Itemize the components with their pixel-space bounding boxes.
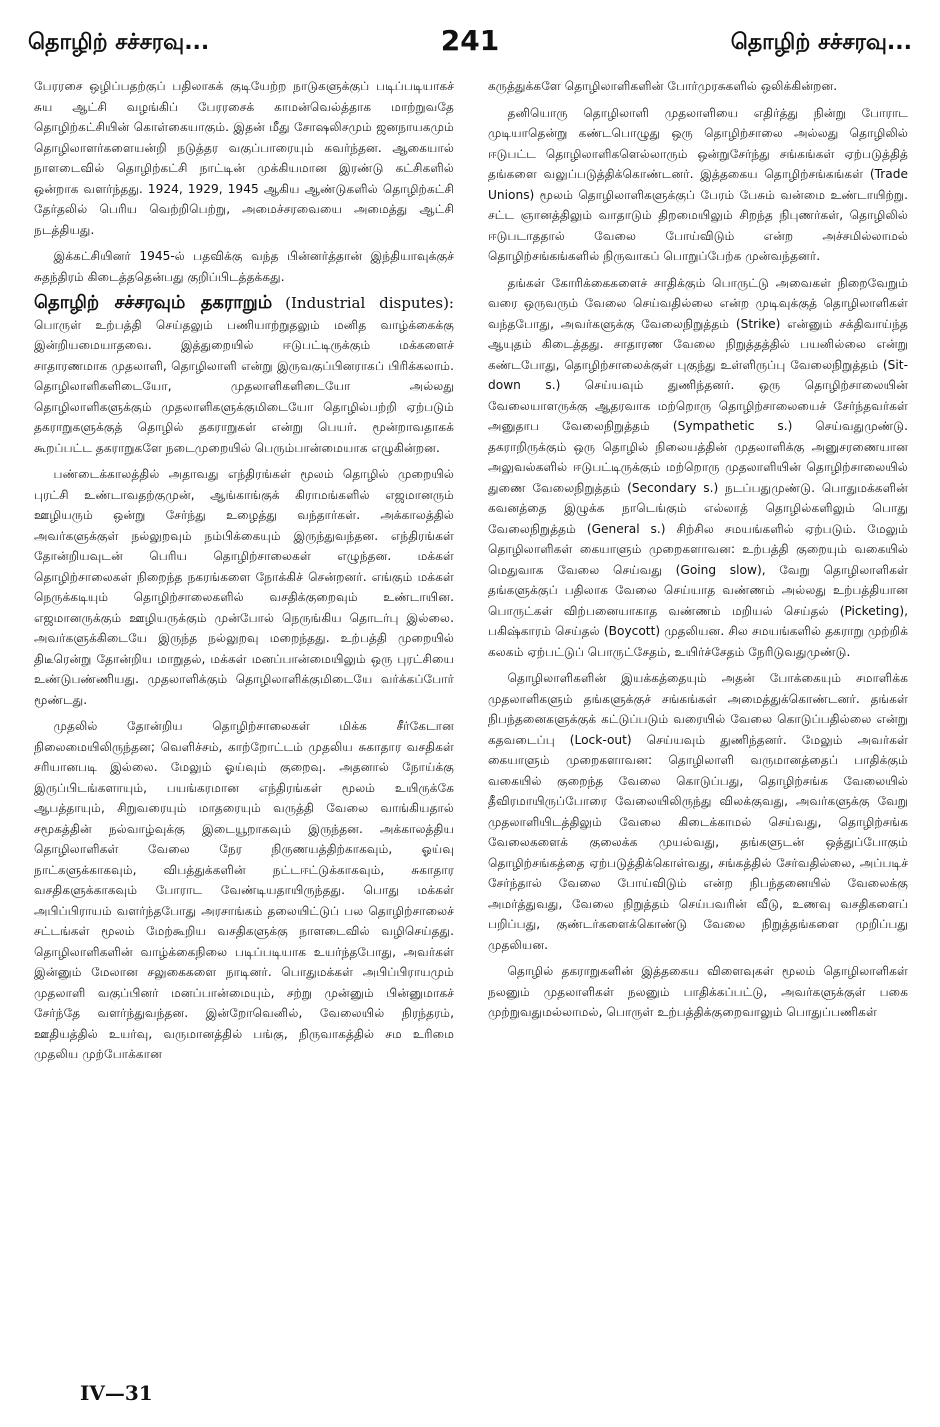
page-header — [28, 24, 912, 64]
right-paragraph-4: தொழிலாளிகளின் இயக்கத்தையும் அதன் போக்கையும் சமாளிக்க முதலாளிகளும் தங்களுக்குச் சங்கங்கள் அமைத்துக்கொண்டனர். தங்கள் நிபந்தனைகளுக்குக் கட்டுப்படும் வரையில் வேலை கொடுப்பதில்லை என்று கதவடைப்பு (Lock-out) செய்யவும் துணிந்தனர். மேலும் அவர்கள் கையாளும் முறைகளாவன: தொழிலாளி வருமானத்தைப் பாதிக்கும் வகையில் குறைந்த வேலை கொடுப்பது, தொழிற்சங்க வேலையில் தீவிரமாயிருப்போரை வேலையிலிருந்து விலக்குவது, அவர்களுக்கு வேறு முதலாளியிடத்திலும் வேலை கிடைக்காமல் செய்வது, தொழிற்சங்க வேலைகளைக் குலைக்க முயல்வது, தங்களுடன் ஒத்துப்போகும் தொழிற்சங்கத்தை ஏற்படுத்திக்கொள்வது, சங்கத்தில் சேர்வதில்லை, அப்படிச் சேர்ந்தால் வேலை போய்விடும் என்ற நிபந்தனையில் வேலைக்கு அமர்த்துவது, வேலை நிறுத்தம் செய்பவரின் வீடு, உணவு வசதிகளைப் பறிப்பது, குண்டர்களைக்கொண்டு வேலை நிறுத்தங்களை முறிப்பது முதலியன. — [488, 671, 908, 952]
section-heading-english: (Industrial disputes): — [285, 294, 454, 312]
running-head-right: தொழிற் சச்சரவு... — [730, 30, 912, 55]
running-head-left: தொழிற் சச்சரவு... — [28, 30, 210, 55]
right-paragraph-2: தனியொரு தொழிலாளி முதலாளியை எதிர்த்து நின்று போராட முடியாதென்று கண்டபொழுது ஒரு தொழிற்சாலை அல்லது தொழிலில் ஈடுபட்ட தொழிலாளிகளெல்லாரும் ஒன்றுசேர்ந்து சங்கங்கள் ஏற்படுத்தித் தங்களை வலுப்படுத்திக்கொண்டனர். இத்தகைய தொழிற்சங்கங்கள் (Trade Unions) மூலம் தொழிலாளிகளுக்குப் பேரம் பேசும் வன்மை உண்டாயிற்று. சட்ட ஞானத்திலும் வாதாடும் திறமையிலும் சிறந்த நிபுணர்கள், தொழிலில் ஈடுபடாததால் வேலை போய்விடும் என்ற அச்சமில்லாமல் தொழிற்சங்கங்களில் நிருவாகப் பொறுப்பேற்க முன்வந்தனர். — [488, 105, 908, 263]
section-paragraph — [34, 293, 454, 458]
section-body: பொருள் உற்பத்தி செய்தலும் பணியாற்றுதலும் மனித வாழ்க்கைக்கு இன்றியமையாதவை. இத்துறையில் ஈடுபட்டிருக்கும் மக்களைச் சாதாரணமாக முதலாளி, தொழிலாளி என்று இருவகுப்பினராகப் பிரிக்கலாம். தொழிலாளிகளிடையோ, முதலாளிகளிடையோ அல்லது தொழிலாளிகளுக்கும் முதலாளிகளுக்குமிடையோ தொழில்பற்றி ஏற்படும் தகராறுகளுக்குத் தொழில் தகராறுகள் என்று பெயர். மூன்றாவதாகக் கூறப்பட்ட தகராறுகளே நடைமுறையில் பெரும்பான்மையாக எழுகின்றன. — [34, 317, 454, 455]
volume-page-footer: IV—31 — [80, 1381, 153, 1405]
left-paragraph-2: இக்கட்சியினர் 1945-ல் பதவிக்கு வந்த பின்னர்த்தான் இந்தியாவுக்குச் சுதந்திரம் கிடைத்ததென்பது குறிப்பிடத்தக்கது. — [34, 249, 454, 284]
left-paragraph-4: பண்டைக்காலத்தில் அதாவது எந்திரங்கள் மூலம் தொழில் முறையில் புரட்சி உண்டாவதற்குமுன், ஆங்காங்குக் கிராமங்களில் எஜமானரும் ஊழியரும் ஒன்று சேர்ந்து உழைத்து வந்தார்கள். அக்காலத்தில் அவர்களுக்குள் நல்லுறவும் நம்பிக்கையும் இருந்துவந்தன. எந்திரங்கள் தோன்றியவுடன் பெரிய தொழிற்சாலைகள் எழுந்தன. மக்கள் தொழிற்சாலைகள் நிறைந்த நகரங்களை நோக்கிச் சென்றனர். எங்கும் மக்கள் நெருக்கடியும் தொழிற்சாலைகளில் வசதிக்குறைவும் உண்டாயின. எஜமானருக்கும் ஊழியருக்கும் முன்போல் நெருங்கிய தொடர்பு இல்லை. அவர்களுக்கிடையே இருந்த நல்லுறவு மறைந்தது. உற்பத்தி முறையில் திடீரென்று தோன்றிய மாறுதல், மக்கள் மனப்பான்மையிலும் ஒரு புரட்சியை உண்டுபண்ணியது. முதலாளிக்கும் தொழிலாளிக்குமிடையே வர்க்கப்போர் மூண்டது. — [34, 467, 454, 707]
left-column — [34, 76, 454, 1376]
right-column — [488, 76, 908, 1376]
right-paragraph-3: தங்கள் கோரிக்கைகளைச் சாதிக்கும் பொருட்டு அவைகள் நிறைவேறும் வரை ஒருவரும் வேலை செய்வதில்லை என்ற முடிவுக்குத் தொழிலாளிகள் வந்தபோது, அவர்களுக்கு வேலைநிறுத்தம் (Strike) என்னும் சக்திவாய்ந்த ஆயுதம் கிடைத்தது. சாதாரண வேலை நிறுத்தத்தில் பயனில்லை என்று கண்டபோது, தொழிற்சாலைக்குள் புகுந்து உள்ளிருப்பு வேலைநிறுத்தம் (Sit-down s.) செய்யவும் துணிந்தனர். ஒரு தொழிற்சாலையின் வேலையாளருக்கு ஆதரவாக மற்றொரு தொழிற்சாலையைச் சேர்ந்தவர்கள் அனுதாப வேலைநிறுத்தம் (Sympathetic s.) செய்வதுமுண்டு. தகராறிருக்கும் ஒரு தொழில் நிலையத்தின் முதலாளிக்கு அனுசரணையான அலுவல்களில் ஈடுபட்டிருக்கும் மற்றொரு முதலாளியின் தொழிற்சாலையில் துணை வேலைநிறுத்தம் (Secondary s.) நடப்பதுமுண்டு. பொதுமக்களின் கவனத்தை இழுக்க நாடெங்கும் எல்லாத் தொழில்களிலும் பொது வேலைநிறுத்தம் (General s.) சிற்சில சமயங்களில் ஏற்படும். மேலும் தொழிலாளிகள் கையாளும் முறைகளாவன: உற்பத்தி குறையும் வகையில் மெதுவாக வேலை செய்வது (Going slow), வேறு தொழிலாளிகள் தங்களுக்குப் பதிலாக வேலை செய்யாத வண்ணம் அல்லது உற்பத்தியான பொருட்கள் விற்பனையாகாத வண்ணம் மறியல் செய்தல் (Picketing), பகிஷ்காரம் செய்தல் (Boycott) முதலியன. சில சமயங்களில் தகராறு முற்றிக் கலகம் ஏற்பட்டுப் பொருட்சேதம், உயிர்ச்சேதம் நேரிடுவதுமுண்டு. — [488, 275, 908, 659]
page-number: 241 — [440, 24, 500, 57]
section-heading: தொழிற் சச்சரவும் தகராறும் — [34, 292, 273, 313]
left-paragraph-1: பேரரசை ஒழிப்பதற்குப் பதிலாகக் குடியேற்ற நாடுகளுக்குப் படிப்படியாகச் சுய ஆட்சி வழங்கிப் பேரரசைக் காமன்வெல்த்தாக மாற்றுவதே தொழிற்கட்சியின் கொள்கையாகும். இதன் மீது சோஷலிசமும் ஜனநாயகமும் தொழிலாளர்களையன்றி நடுத்தர வகுப்பாரையும் கவர்ந்தன. ஆகையால் நாளடைவில் தொழிற்கட்சி நாட்டின் முக்கியமான இரண்டு கட்சிகளில் ஒன்றாக வளர்ந்தது. 1924, 1929, 1945 ஆகிய ஆண்டுகளில் தொழிற்கட்சி தேர்தலில் பெரிய வெற்றிபெற்று, அமைச்சரவையை அமைத்து ஆட்சி நடத்தியது. — [34, 79, 454, 237]
right-paragraph-5: தொழில் தகராறுகளின் இத்தகைய விளைவுகள் மூலம் தொழிலாளிகள் நலனும் முதலாளிகள் நலனும் பாதிக்கப்பட்டு, அவர்களுக்குள் பகை முற்றுவதுமல்லாமல், பொருள் உற்பத்திக்குறைவாலும் பொதுப்பணிகள் — [488, 964, 908, 1019]
left-paragraph-5: முதலில் தோன்றிய தொழிற்சாலைகள் மிக்க சீர்கேடான நிலைமையிலிருந்தன; வெளிச்சம், காற்றோட்டம் முதலிய சுகாதார வசதிகள் சரியானபடி இல்லை. மேலும் ஓய்வும் குறைவு. அதனால் நோய்க்கு இருப்பிடங்களாயும், பயங்கரமான எந்திரங்கள் மூலம் உயிருக்கே ஆபத்தாயும், சிறுவரையும் மாதரையும் வருத்தி வேலை வாங்கியதால் சமூகத்தின் நல்வாழ்வுக்கு இடையூறாகவும் இருந்தன. அக்காலத்திய தொழிலாளிகள் வேலை நேர நிருணயத்திற்காகவும், ஓய்வு நாட்களுக்காகவும், விபத்துக்களின் நட்டஈட்டுக்காகவும், சுகாதார வசதிகளுக்காகவும் போராட வேண்டியதாயிருந்தது. பொது மக்கள் அபிப்பிராயம் வளர்ந்தபோது அரசாங்கம் தலையிட்டுப் பல தொழிற்சாலைச் சட்டங்கள் மூலம் மேற்கூறிய வசதிகளுக்கு நாளடைவில் வழிசெய்தது. தொழிலாளிகளின் வாழ்க்கைநிலை படிப்படியாக உயர்ந்தபோது, அவர்கள் இன்னும் மேலான சலுகைகளை நாடினர். பொதுமக்கள் அபிப்பிராயமும் முதலாளி வகுப்பினர் மனப்பான்மையும், சற்று முன்னும் பின்னுமாகச் சேர்ந்தே வளர்ந்துவந்தன. இன்றோவெனில், வேலையில் நிரந்தரம், ஊதியத்தில் உயர்வு, வருமானத்தில் பங்கு, நிருவாகத்தில் சம உரிமை முதலிய முற்போக்கான — [34, 719, 454, 1061]
right-paragraph-1: கருத்துக்களே தொழிலாளிகளின் போர்முரசுகளில் ஒலிக்கின்றன. — [488, 79, 838, 93]
